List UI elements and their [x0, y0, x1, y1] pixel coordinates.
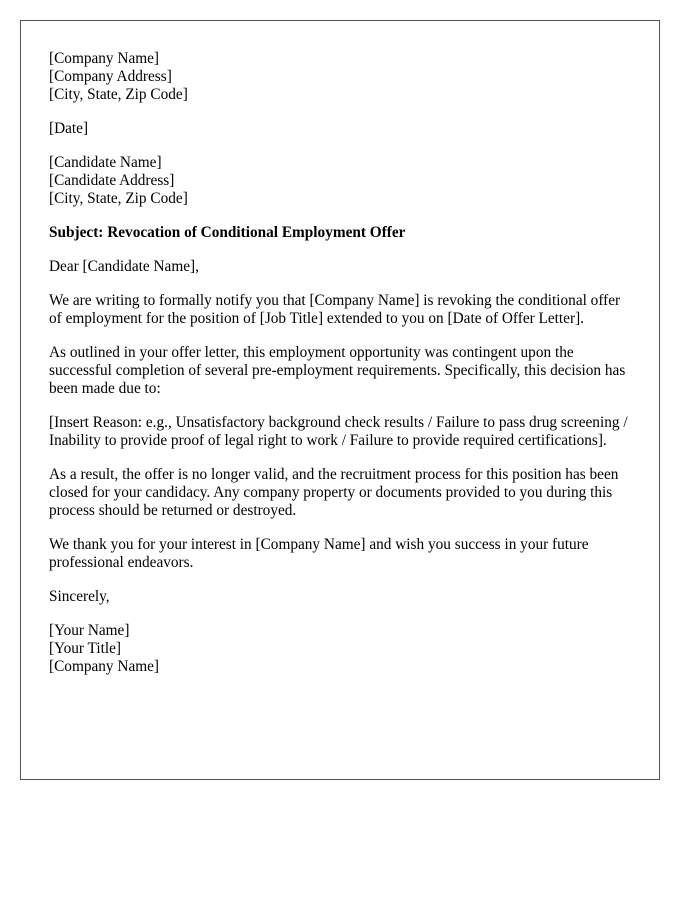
paragraph-contingency: As outlined in your offer letter, this employment opportunity was contingent upon the successful completion of several pre-employment requirements. Specifically, this decision has been made due to: [49, 344, 626, 397]
sender-company-name: [Company Name] [49, 50, 160, 67]
paragraph-notification: We are writing to formally notify you that [Company Name] is revoking the conditional offer of employment for the position of [Job Title] extended to you on [Date of Offer Letter]. [49, 292, 621, 327]
paragraph-thanks: We thank you for your interest in [Company Name] and wish you success in your future professional endeavors. [49, 536, 589, 571]
letter-page [20, 20, 660, 780]
signature-your-name: [Your Name] [49, 622, 130, 639]
recipient-candidate-name: [Candidate Name] [49, 154, 162, 171]
letter-date: [Date] [49, 120, 89, 137]
recipient-candidate-address: [Candidate Address] [49, 172, 175, 189]
paragraph-result: As a result, the offer is no longer valid, and the recruitment process for this position has been closed for your candidacy. Any company property or documents provided to you during this process should be returned or destroyed. [49, 466, 619, 519]
salutation: Dear [Candidate Name], [49, 258, 199, 275]
signature-your-title: [Your Title] [49, 640, 121, 657]
sender-company-address: [Company Address] [49, 68, 172, 85]
sender-address-block [49, 50, 631, 104]
sender-city-state-zip: [City, State, Zip Code] [49, 86, 188, 103]
date-block [49, 120, 631, 138]
subject-line: Subject: Revocation of Conditional Employment Offer [49, 224, 406, 241]
closing: Sincerely, [49, 588, 110, 605]
signature-block [49, 622, 631, 676]
recipient-city-state-zip: [City, State, Zip Code] [49, 190, 188, 207]
signature-company-name: [Company Name] [49, 658, 160, 675]
paragraph-reason: [Insert Reason: e.g., Unsatisfactory background check results / Failure to pass drug screening / Inability to provide proof of legal right to work / Failure to provide required certifications]. [49, 414, 628, 449]
recipient-address-block [49, 154, 631, 208]
